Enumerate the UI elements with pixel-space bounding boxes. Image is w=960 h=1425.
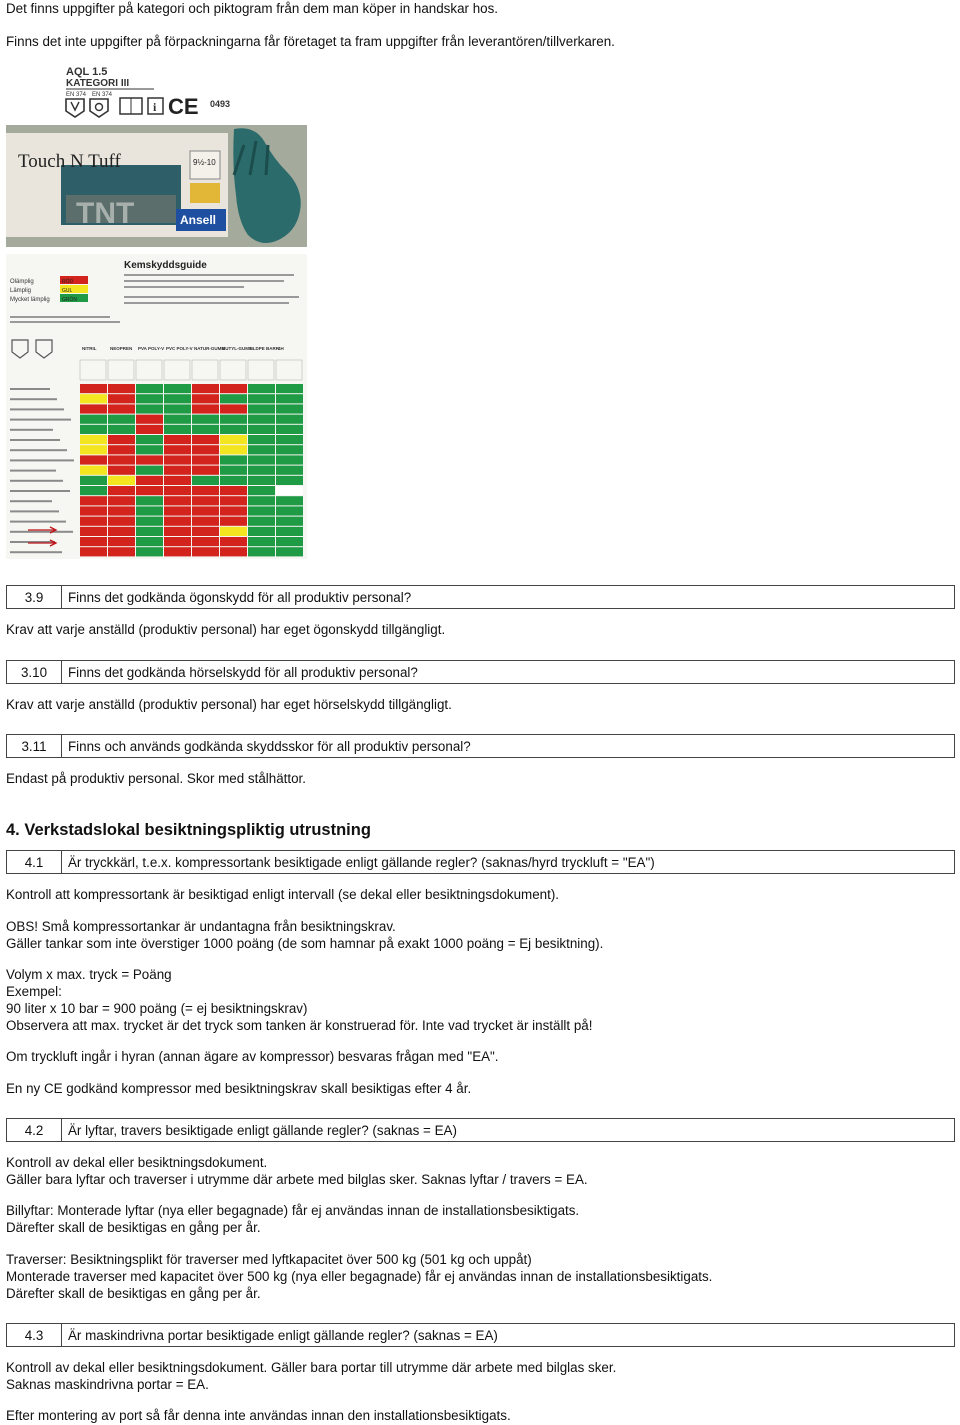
grid-cell bbox=[248, 404, 275, 413]
row-label bbox=[10, 388, 50, 390]
grid-cell bbox=[164, 394, 191, 403]
paragraph: Därefter skall de besiktigas en gång per år. bbox=[6, 1220, 261, 1235]
paragraph: Saknas maskindrivna portar = EA. bbox=[6, 1377, 209, 1392]
grid-cell bbox=[136, 435, 163, 444]
grid-cell bbox=[164, 517, 191, 526]
row-label bbox=[10, 419, 71, 421]
question-number: 4.1 bbox=[7, 851, 62, 873]
grid-cell bbox=[192, 435, 219, 444]
grid-cell bbox=[220, 506, 247, 515]
grid-cell bbox=[136, 476, 163, 485]
grid-cell bbox=[248, 517, 275, 526]
grid-cell bbox=[80, 415, 107, 424]
question-row-4-3 bbox=[6, 1323, 955, 1347]
grid-cell bbox=[192, 496, 219, 505]
legend-label: Mycket lämplig bbox=[10, 297, 50, 303]
grid-cell bbox=[220, 384, 247, 393]
row-label bbox=[10, 429, 53, 431]
grid-cell bbox=[220, 404, 247, 413]
grid-cell bbox=[80, 476, 107, 485]
grid-cell bbox=[276, 486, 303, 495]
grid-cell bbox=[276, 445, 303, 454]
grid-cell bbox=[220, 445, 247, 454]
row-label bbox=[10, 480, 63, 482]
grid-cell bbox=[220, 455, 247, 464]
question-text: Är maskindrivna portar besiktigade enligt gällande regler? (saknas = EA) bbox=[68, 1327, 498, 1343]
grid-cell bbox=[276, 425, 303, 434]
grid-cell bbox=[248, 527, 275, 536]
grid-cell bbox=[276, 404, 303, 413]
grid-cell bbox=[164, 496, 191, 505]
legend-label: Olämplig bbox=[10, 279, 34, 285]
grid-cell bbox=[136, 527, 163, 536]
grid-cell bbox=[108, 455, 135, 464]
question-row-3-10 bbox=[6, 660, 955, 684]
section-heading-4: 4. Verkstadslokal besiktningspliktig utrustning bbox=[6, 821, 371, 839]
grid-cell bbox=[136, 466, 163, 475]
legend-color-label: RÖD bbox=[62, 279, 74, 285]
paragraph: Exempel: bbox=[6, 984, 62, 999]
grid-cell bbox=[192, 486, 219, 495]
grid-cell bbox=[220, 537, 247, 546]
legend-color-label: GUL bbox=[62, 288, 73, 294]
row-label bbox=[10, 490, 70, 492]
column-header: LLDPE BARR bbox=[250, 346, 279, 351]
grid-cell bbox=[136, 506, 163, 515]
row-label bbox=[10, 449, 67, 451]
grid-cell bbox=[248, 547, 275, 556]
grid-cell bbox=[80, 496, 107, 505]
grid-cell bbox=[108, 435, 135, 444]
question-number: 3.10 bbox=[7, 661, 62, 683]
paragraph: Kontroll att kompressortank är besiktigad enligt intervall (se dekal eller besiktningsdokument). bbox=[6, 887, 560, 902]
grid-cell bbox=[136, 425, 163, 434]
grid-cell bbox=[164, 445, 191, 454]
paragraph: OBS! Små kompressortankar är undantagna från besiktningskrav. bbox=[6, 919, 396, 934]
paragraph: Efter montering av port så får denna inte användas innan den installationsbesiktigats. bbox=[6, 1408, 511, 1423]
row-label bbox=[10, 459, 74, 461]
grid-cell bbox=[108, 466, 135, 475]
grid-cell bbox=[248, 384, 275, 393]
question-number: 3.11 bbox=[7, 735, 62, 757]
paragraph: Billyftar: Monterade lyftar (nya eller begagnade) får ej användas innan de installationsbesiktigats. bbox=[6, 1203, 580, 1218]
grid-cell bbox=[220, 486, 247, 495]
question-number: 3.9 bbox=[7, 586, 62, 608]
question-text: Finns det godkända ögonskydd för all produktiv personal? bbox=[68, 589, 412, 605]
grid-cell bbox=[248, 415, 275, 424]
grid-cell bbox=[220, 435, 247, 444]
grid-cell bbox=[164, 384, 191, 393]
paragraph: Monterade traverser med kapacitet över 500 kg (nya eller begagnade) får ej användas innan de installationsbesiktigats. bbox=[6, 1269, 713, 1284]
grid-cell bbox=[108, 394, 135, 403]
question-text: Är lyftar, travers besiktigade enligt gällande regler? (saknas = EA) bbox=[68, 1122, 457, 1138]
note-3-10: Krav att varje anställd (produktiv personal) har eget hörselskydd tillgängligt. bbox=[6, 697, 452, 712]
grid-cell bbox=[276, 496, 303, 505]
grid-cell bbox=[192, 404, 219, 413]
grid-cell bbox=[192, 537, 219, 546]
grid-cell bbox=[108, 415, 135, 424]
grid-cell bbox=[136, 394, 163, 403]
grid-cell bbox=[220, 527, 247, 536]
grid-cell bbox=[276, 476, 303, 485]
grid-cell bbox=[192, 527, 219, 536]
grid-cell bbox=[276, 384, 303, 393]
grid-cell bbox=[108, 506, 135, 515]
column-header: BUTYL-GUMM bbox=[222, 346, 253, 351]
grid-cell bbox=[248, 435, 275, 444]
grid-cell bbox=[108, 404, 135, 413]
grid-cell bbox=[164, 404, 191, 413]
paragraph: Därefter skall de besiktigas en gång per år. bbox=[6, 1286, 261, 1301]
grid-cell bbox=[136, 486, 163, 495]
grid-cell bbox=[108, 517, 135, 526]
grid-cell bbox=[108, 496, 135, 505]
grid-cell bbox=[80, 404, 107, 413]
paragraph: 90 liter x 10 bar = 900 poäng (= ej besiktningskrav) bbox=[6, 1001, 308, 1016]
column-header: 4H bbox=[278, 346, 284, 351]
paragraph: Om tryckluft ingår i hyran (annan ägare av kompressor) besvaras frågan med "EA". bbox=[6, 1049, 499, 1064]
grid-cell bbox=[80, 466, 107, 475]
question-row-4-2 bbox=[6, 1118, 955, 1142]
grid-cell bbox=[108, 537, 135, 546]
grid-cell bbox=[136, 455, 163, 464]
grid-cell bbox=[276, 455, 303, 464]
grid-cell bbox=[192, 547, 219, 556]
grid-cell bbox=[192, 506, 219, 515]
row-label bbox=[10, 470, 56, 472]
grid-cell bbox=[164, 435, 191, 444]
paragraph: Kontroll av dekal eller besiktningsdokument. bbox=[6, 1155, 268, 1170]
aql-label: AQL 1.5 bbox=[66, 66, 108, 78]
row-label bbox=[10, 500, 52, 502]
grid-cell bbox=[220, 496, 247, 505]
grid-cell bbox=[108, 445, 135, 454]
question-row-3-9 bbox=[6, 585, 955, 609]
column-header: PVA POLY-V bbox=[138, 346, 165, 351]
tnt-logo: TNT bbox=[76, 197, 135, 230]
svg-text:i: i bbox=[153, 100, 157, 114]
question-number: 4.3 bbox=[7, 1324, 62, 1346]
grid-cell bbox=[164, 466, 191, 475]
grid-cell bbox=[276, 506, 303, 515]
paragraph: Kontroll av dekal eller besiktningsdokument. Gäller bara portar till utrymme där arbete med bilglas sker. bbox=[6, 1360, 617, 1375]
paragraph: Volym x max. tryck = Poäng bbox=[6, 967, 172, 982]
grid-cell bbox=[80, 445, 107, 454]
grid-cell bbox=[136, 496, 163, 505]
kategori-label: KATEGORI III bbox=[66, 78, 130, 89]
info-book-icon bbox=[120, 98, 142, 114]
grid-cell bbox=[248, 496, 275, 505]
grid-cell bbox=[136, 404, 163, 413]
question-number: 4.2 bbox=[7, 1119, 62, 1141]
row-label bbox=[10, 408, 64, 410]
grid-cell bbox=[276, 517, 303, 526]
grid-cell bbox=[192, 466, 219, 475]
grid-cell bbox=[276, 527, 303, 536]
grid-cell bbox=[80, 394, 107, 403]
column-header: NITRIL bbox=[82, 346, 97, 351]
grid-cell bbox=[248, 455, 275, 464]
grid-cell bbox=[164, 537, 191, 546]
grid-cell bbox=[220, 466, 247, 475]
grid-cell bbox=[276, 415, 303, 424]
note-3-9: Krav att varje anställd (produktiv personal) har eget ögonskydd tillgängligt. bbox=[6, 622, 446, 637]
chemical-protection-guide bbox=[6, 254, 307, 559]
grid-cell bbox=[220, 517, 247, 526]
biohazard-pictogram-icon bbox=[90, 99, 108, 117]
grid-cell bbox=[136, 537, 163, 546]
grid-cell bbox=[164, 425, 191, 434]
certification-marks-image bbox=[62, 64, 250, 120]
column-header: NATUR-GUMM bbox=[194, 346, 226, 351]
grid-cell bbox=[248, 425, 275, 434]
row-label bbox=[10, 398, 57, 400]
grid-cell bbox=[248, 394, 275, 403]
grid-cell bbox=[80, 425, 107, 434]
grid-cell bbox=[248, 537, 275, 546]
grid-cell bbox=[108, 527, 135, 536]
paragraph: En ny CE godkänd kompressor med besiktningskrav skall besiktigas efter 4 år. bbox=[6, 1081, 472, 1096]
grid-cell bbox=[80, 435, 107, 444]
grid-cell bbox=[108, 425, 135, 434]
paragraph: Observera att max. trycket är det tryck som tanken är konstruerad för. Inte vad trycket är inställt på! bbox=[6, 1018, 593, 1033]
grid-cell bbox=[136, 415, 163, 424]
grid-cell bbox=[108, 384, 135, 393]
grid-cell bbox=[192, 384, 219, 393]
grid-cell bbox=[80, 506, 107, 515]
row-label bbox=[10, 439, 60, 441]
column-header: PVC POLY-V bbox=[166, 346, 193, 351]
glove-brand: Touch N Tuff bbox=[18, 151, 121, 172]
grid-cell bbox=[108, 476, 135, 485]
grid-cell bbox=[108, 547, 135, 556]
grid-cell bbox=[108, 486, 135, 495]
intro-line-2: Finns det inte uppgifter på förpackningarna får företaget ta fram uppgifter från leverantören/tillverkaren. bbox=[6, 34, 615, 49]
grid-cell bbox=[192, 394, 219, 403]
grid-cell bbox=[192, 517, 219, 526]
paragraph: Gäller bara lyftar och traverser i utrymme där arbete med bilglas sker. Saknas lyftar / travers = EA. bbox=[6, 1172, 588, 1187]
grid-cell bbox=[164, 455, 191, 464]
grid-cell bbox=[220, 425, 247, 434]
paragraph: Traverser: Besiktningsplikt för traverser med lyftkapacitet över 500 kg (501 kg och uppåt) bbox=[6, 1252, 532, 1267]
en374-label-b: EN 374 bbox=[92, 92, 113, 98]
grid-cell bbox=[220, 547, 247, 556]
en374-label-a: EN 374 bbox=[66, 92, 87, 98]
grid-cell bbox=[276, 394, 303, 403]
legend-label: Lämplig bbox=[10, 288, 32, 294]
row-label bbox=[10, 551, 62, 553]
glove-box-photo bbox=[6, 125, 307, 247]
grid-cell bbox=[192, 445, 219, 454]
grid-cell bbox=[136, 384, 163, 393]
grid-cell bbox=[248, 445, 275, 454]
grid-cell bbox=[276, 547, 303, 556]
grid-cell bbox=[80, 384, 107, 393]
grid-cell bbox=[192, 415, 219, 424]
grid-cell bbox=[248, 506, 275, 515]
question-text: Är tryckkärl, t.e.x. kompressortank besiktigade enligt gällande regler? (saknas/hyrd tryckluft = "EA") bbox=[68, 854, 655, 870]
grid-cell bbox=[80, 537, 107, 546]
glove-size: 9½-10 bbox=[193, 158, 216, 167]
row-label bbox=[10, 510, 59, 512]
grid-cell bbox=[136, 445, 163, 454]
note-3-11: Endast på produktiv personal. Skor med stålhättor. bbox=[6, 771, 306, 786]
grid-cell bbox=[192, 455, 219, 464]
grid-cell bbox=[192, 425, 219, 434]
grid-cell bbox=[248, 486, 275, 495]
grid-cell bbox=[80, 455, 107, 464]
grid-cell bbox=[276, 466, 303, 475]
row-label bbox=[10, 521, 66, 523]
question-text: Finns det godkända hörselskydd för all produktiv personal? bbox=[68, 664, 418, 680]
grid-cell bbox=[276, 537, 303, 546]
grid-cell bbox=[136, 517, 163, 526]
grid-cell bbox=[164, 486, 191, 495]
ce-number: 0493 bbox=[210, 99, 231, 109]
row-label bbox=[10, 531, 73, 533]
chemical-pictogram-icon bbox=[66, 99, 84, 117]
paragraph: Gäller tankar som inte överstiger 1000 poäng (de som hamnar på exakt 1000 poäng = Ej besiktning). bbox=[6, 936, 604, 951]
intro-line-1: Det finns uppgifter på kategori och piktogram från dem man köper in handskar hos. bbox=[6, 1, 499, 16]
grid-cell bbox=[164, 527, 191, 536]
grid-cell bbox=[248, 476, 275, 485]
grid-cell bbox=[164, 415, 191, 424]
grid-cell bbox=[220, 394, 247, 403]
info-i-icon bbox=[148, 98, 163, 114]
grid-cell bbox=[80, 527, 107, 536]
grid-cell bbox=[276, 435, 303, 444]
grid-cell bbox=[164, 547, 191, 556]
question-text: Finns och används godkända skyddsskor för all produktiv personal? bbox=[68, 738, 471, 754]
ansell-logo: Ansell bbox=[180, 213, 217, 227]
grid-cell bbox=[80, 547, 107, 556]
grid-cell bbox=[248, 466, 275, 475]
grid-cell bbox=[164, 476, 191, 485]
grid-cell bbox=[80, 517, 107, 526]
question-row-4-1 bbox=[6, 850, 955, 874]
column-header: NEOPREN bbox=[110, 346, 133, 351]
grid-cell bbox=[192, 476, 219, 485]
legend-color-label: GRÖN bbox=[62, 297, 77, 303]
grid-cell bbox=[80, 486, 107, 495]
grid-cell bbox=[136, 547, 163, 556]
ce-mark-icon: CE bbox=[168, 94, 199, 119]
grid-cell bbox=[164, 506, 191, 515]
question-row-3-11 bbox=[6, 734, 955, 758]
grid-cell bbox=[220, 415, 247, 424]
guide-title: Kemskyddsguide bbox=[124, 260, 207, 271]
grid-cell bbox=[220, 476, 247, 485]
